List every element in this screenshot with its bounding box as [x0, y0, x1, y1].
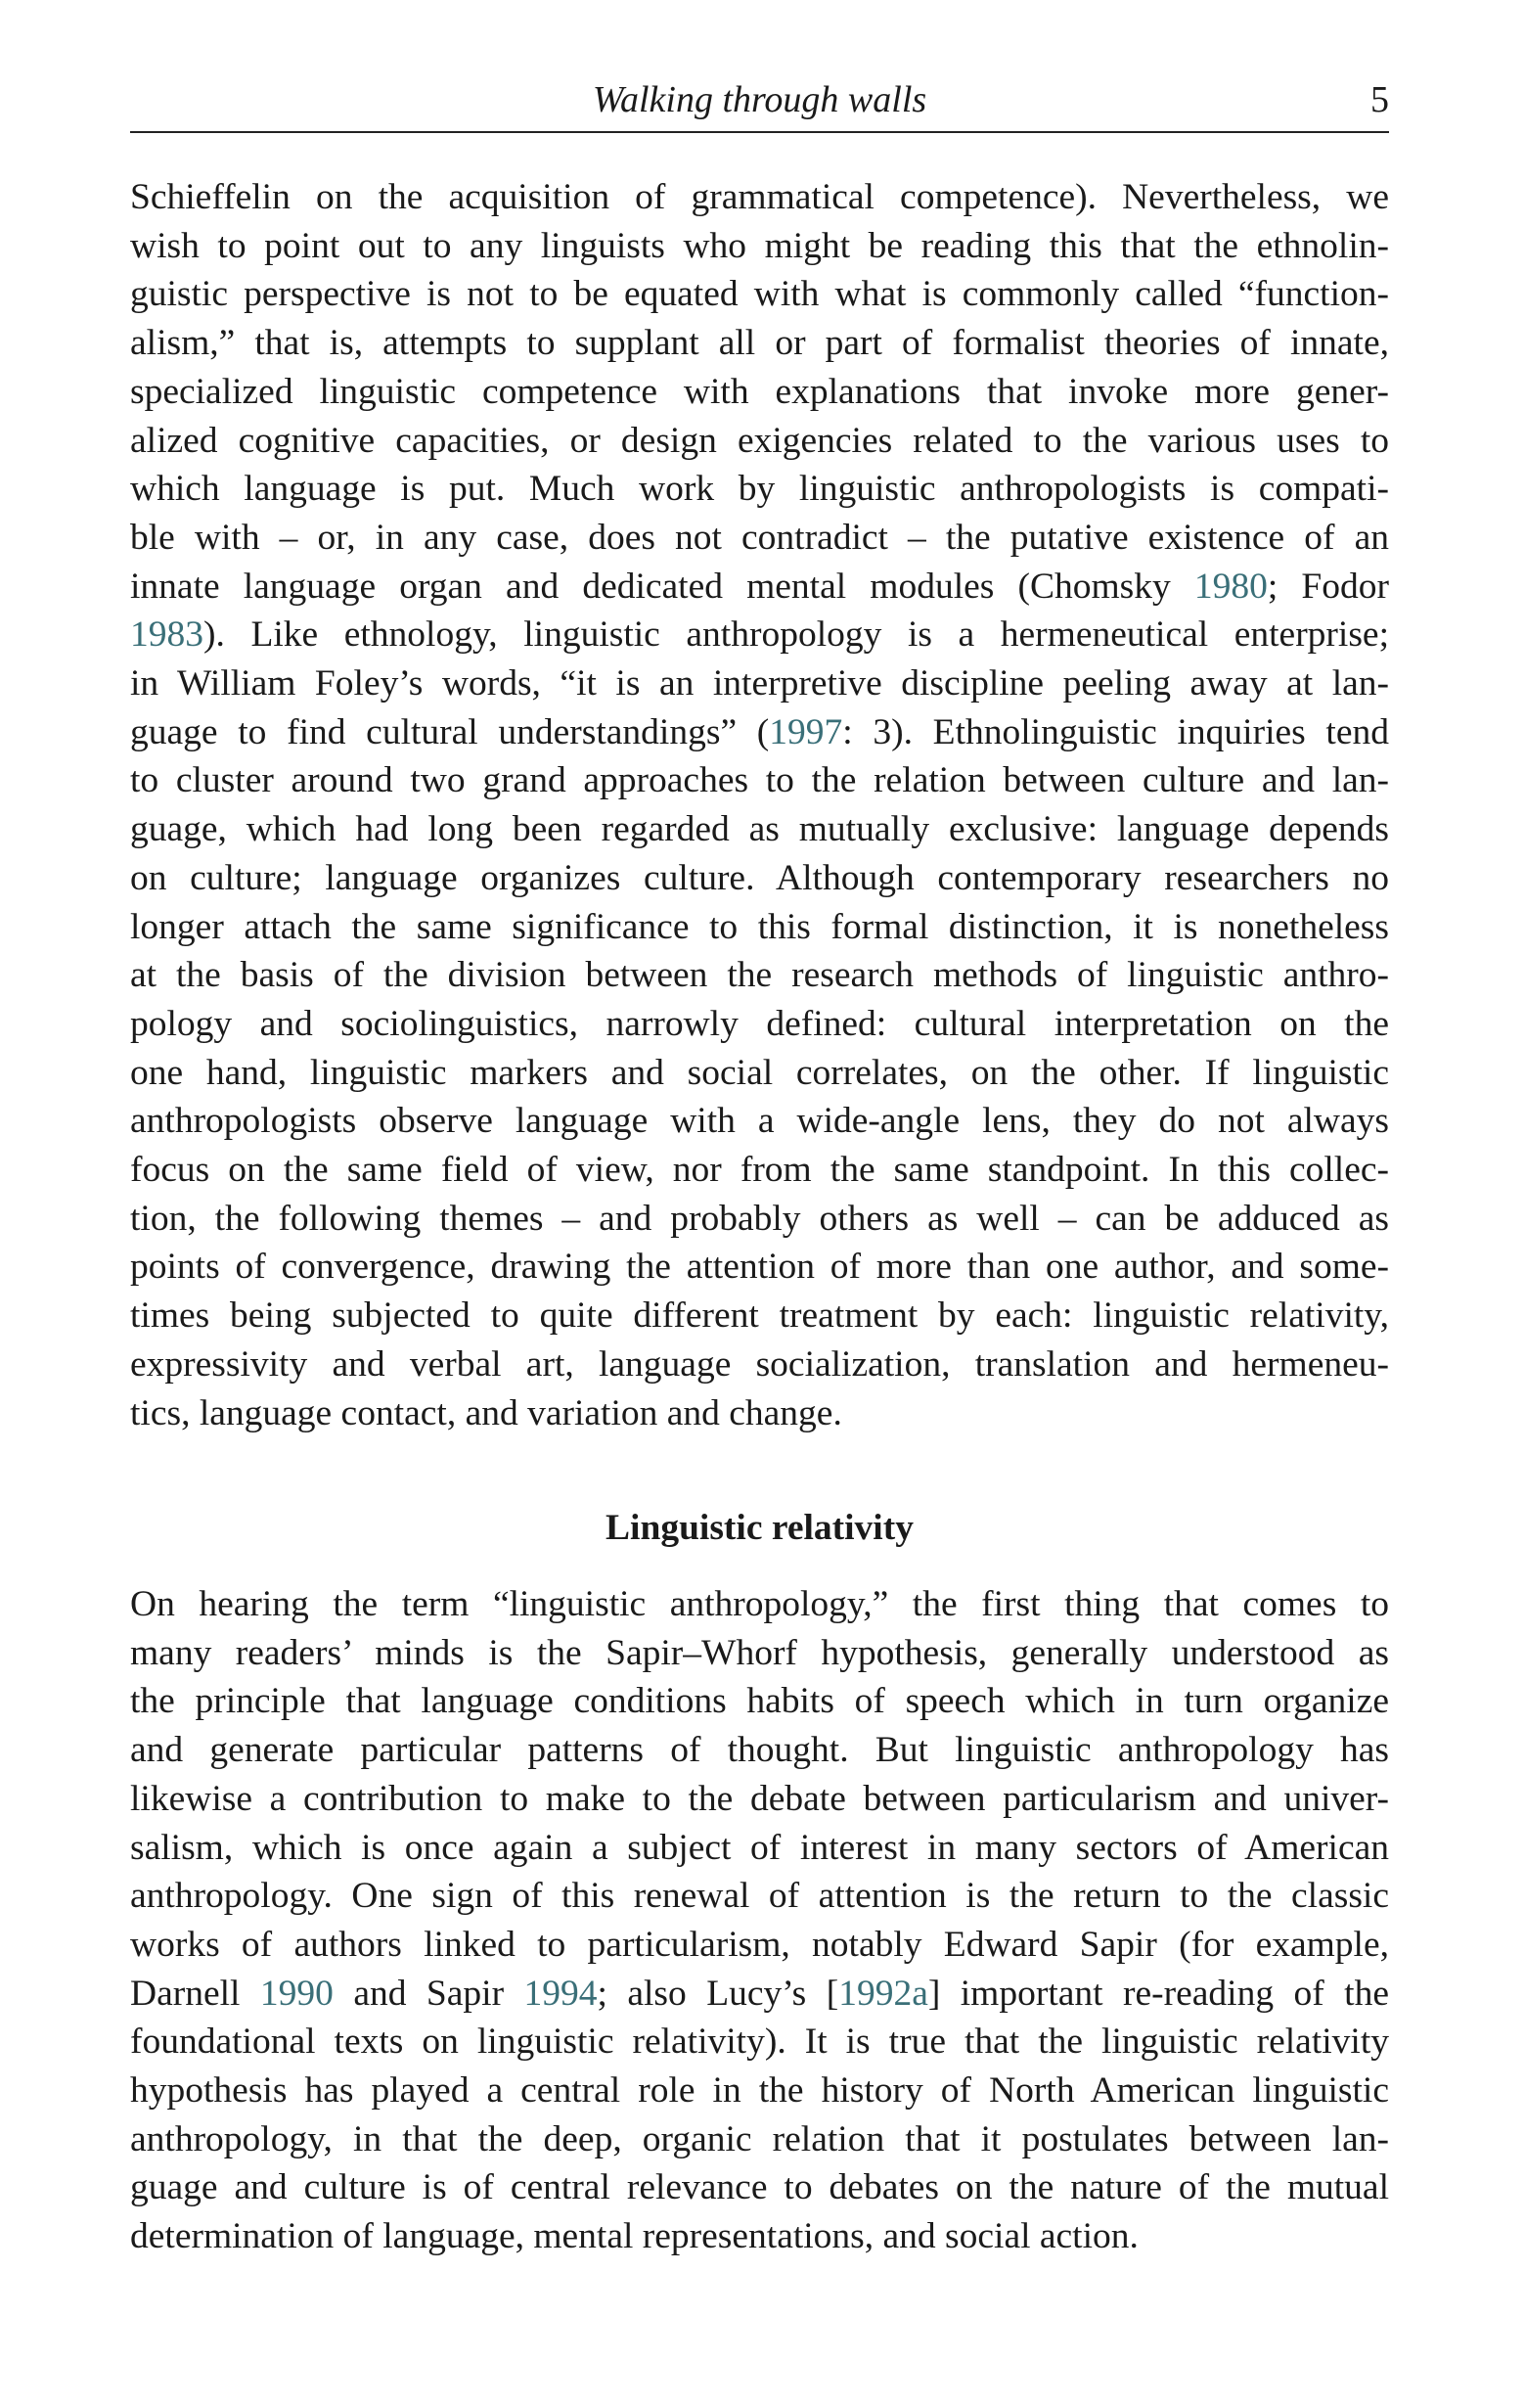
text-line: anthropology, in that the deep, organic relation that it postulates between lan-: [130, 2118, 1389, 2159]
text-line: Darnell 1990 and Sapir 1994; also Lucy’s [1992a] important re-reading of the: [130, 1973, 1389, 2014]
text-line: foundational texts on linguistic relativity). It is true that the linguistic relativity: [130, 2022, 1389, 2063]
citation-link[interactable]: 1994: [523, 1973, 598, 2014]
text-line: On hearing the term “linguistic anthropology,” the first thing that comes to: [130, 1584, 1389, 1624]
text-line: focus on the same field of view, nor from the same standpoint. In this collec-: [130, 1150, 1389, 1191]
citation-link[interactable]: 1990: [259, 1973, 334, 2014]
text-line: guage to find cultural understandings” (1997: 3). Ethnolinguistic inquiries tend: [130, 711, 1389, 752]
citation-link[interactable]: 1992a: [838, 1973, 928, 2014]
text-line: expressivity and verbal art, language socialization, translation and hermeneu-: [130, 1343, 1389, 1385]
text-line: anthropology. One sign of this renewal of attention is the return to the classic: [130, 1876, 1389, 1917]
citation-link[interactable]: 1983: [130, 614, 203, 656]
body-paragraph-2: [130, 1580, 1389, 2261]
text-line: likewise a contribution to make to the debate between particularism and univer-: [130, 1778, 1389, 1819]
text-line: salism, which is once again a subject of interest in many sectors of American: [130, 1827, 1389, 1868]
text-line: works of authors linked to particularism, notably Edward Sapir (for example,: [130, 1924, 1389, 1965]
text-line: alized cognitive capacities, or design exigencies related to the various uses to: [130, 420, 1389, 461]
text-line: points of convergence, drawing the attention of more than one author, and some-: [130, 1247, 1389, 1288]
body-paragraph-1: [130, 173, 1389, 1437]
text-line: at the basis of the division between the research methods of linguistic anthro-: [130, 955, 1389, 996]
citation-link[interactable]: 1997: [769, 711, 843, 752]
text-line: the principle that language conditions habits of speech which in turn organize: [130, 1681, 1389, 1722]
page-number: 5: [1370, 79, 1389, 120]
text-line: which language is put. Much work by linguistic anthropologists is compati-: [130, 469, 1389, 510]
text-line: pology and sociolinguistics, narrowly defined: cultural interpretation on the: [130, 1003, 1389, 1044]
text-line: anthropologists observe language with a wide-angle lens, they do not always: [130, 1101, 1389, 1142]
text-line: innate language organ and dedicated mental modules (Chomsky 1980; Fodor: [130, 566, 1389, 607]
text-line: tion, the following themes – and probably others as well – can be adduced as: [130, 1198, 1389, 1239]
text-line: many readers’ minds is the Sapir–Whorf hypothesis, generally understood as: [130, 1632, 1389, 1673]
text-line: guage, which had long been regarded as mutually exclusive: language depends: [130, 809, 1389, 850]
text-line: in William Foley’s words, “it is an interpretive discipline peeling away at lan-: [130, 663, 1389, 704]
text-line: guage and culture is of central relevance to debates on the nature of the mutual: [130, 2167, 1389, 2208]
text-line: 1983). Like ethnology, linguistic anthropology is a hermeneutical enterprise;: [130, 614, 1389, 656]
text-line: times being subjected to quite different treatment by each: linguistic relativity,: [130, 1295, 1389, 1337]
text-line: ble with – or, in any case, does not contradict – the putative existence of an: [130, 517, 1389, 558]
text-line: specialized linguistic competence with explanations that invoke more gener-: [130, 371, 1389, 412]
running-title: Walking through walls: [592, 79, 927, 120]
text-line: longer attach the same significance to this formal distinction, it is nonetheless: [130, 906, 1389, 947]
text-line: to cluster around two grand approaches to the relation between culture and lan-: [130, 760, 1389, 801]
section-heading: Linguistic relativity: [606, 1508, 914, 1548]
text-line: determination of language, mental representations, and social action.: [130, 2216, 1139, 2257]
text-line: guistic perspective is not to be equated with what is commonly called “function-: [130, 274, 1389, 315]
text-line: hypothesis has played a central role in the history of North American linguistic: [130, 2070, 1389, 2112]
text-line: alism,” that is, attempts to supplant all or part of formalist theories of innate,: [130, 323, 1389, 364]
text-line: and generate particular patterns of thought. But linguistic anthropology has: [130, 1730, 1389, 1771]
text-line: tics, language contact, and variation and change.: [130, 1392, 842, 1433]
running-header: [130, 76, 1389, 133]
text-line: one hand, linguistic markers and social correlates, on the other. If linguistic: [130, 1052, 1389, 1093]
text-line: wish to point out to any linguists who might be reading this that the ethnolin-: [130, 225, 1389, 266]
text-line: Schieffelin on the acquisition of grammatical competence). Nevertheless, we: [130, 177, 1389, 217]
citation-link[interactable]: 1980: [1193, 566, 1268, 607]
text-line: on culture; language organizes culture. Although contemporary researchers no: [130, 857, 1389, 898]
